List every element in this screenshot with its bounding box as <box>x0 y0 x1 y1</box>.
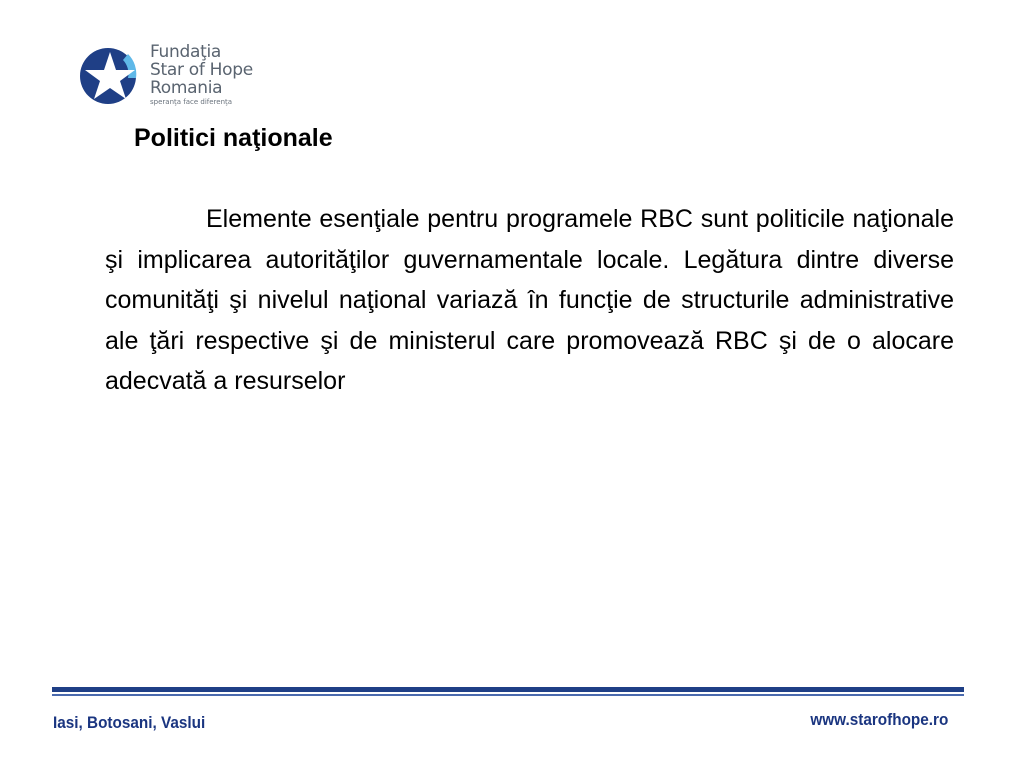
footer-website-link[interactable]: www.starofhope.ro <box>810 710 948 729</box>
logo-wordmark <box>150 44 253 106</box>
slide-title: Politici naţionale <box>134 124 333 152</box>
footer-divider-thick <box>52 687 964 692</box>
logo-tagline: speranţa face diferenţa <box>150 98 233 106</box>
slide-body-text: Elemente esenţiale pentru programele RBC sunt politicile naţionale şi implicarea autorităţilor guvernamentale locale. Legătura dintre diverse comunităţi şi nivelul naţional variază în funcţie de structurile administrative ale ţări respective şi de ministerul care promovează RBC şi de o alocare adecvată a resurselor <box>105 205 954 395</box>
logo-line-2: Star of Hope <box>150 60 253 80</box>
logo-line-1: Fundaţia <box>150 42 222 62</box>
footer-locations: Iasi, Botosani, Vaslui <box>53 713 206 732</box>
star-of-hope-logo-icon <box>76 42 146 110</box>
footer-divider-thin <box>52 694 964 696</box>
logo-line-3: Romania <box>150 78 223 98</box>
foundation-logo <box>76 42 251 110</box>
